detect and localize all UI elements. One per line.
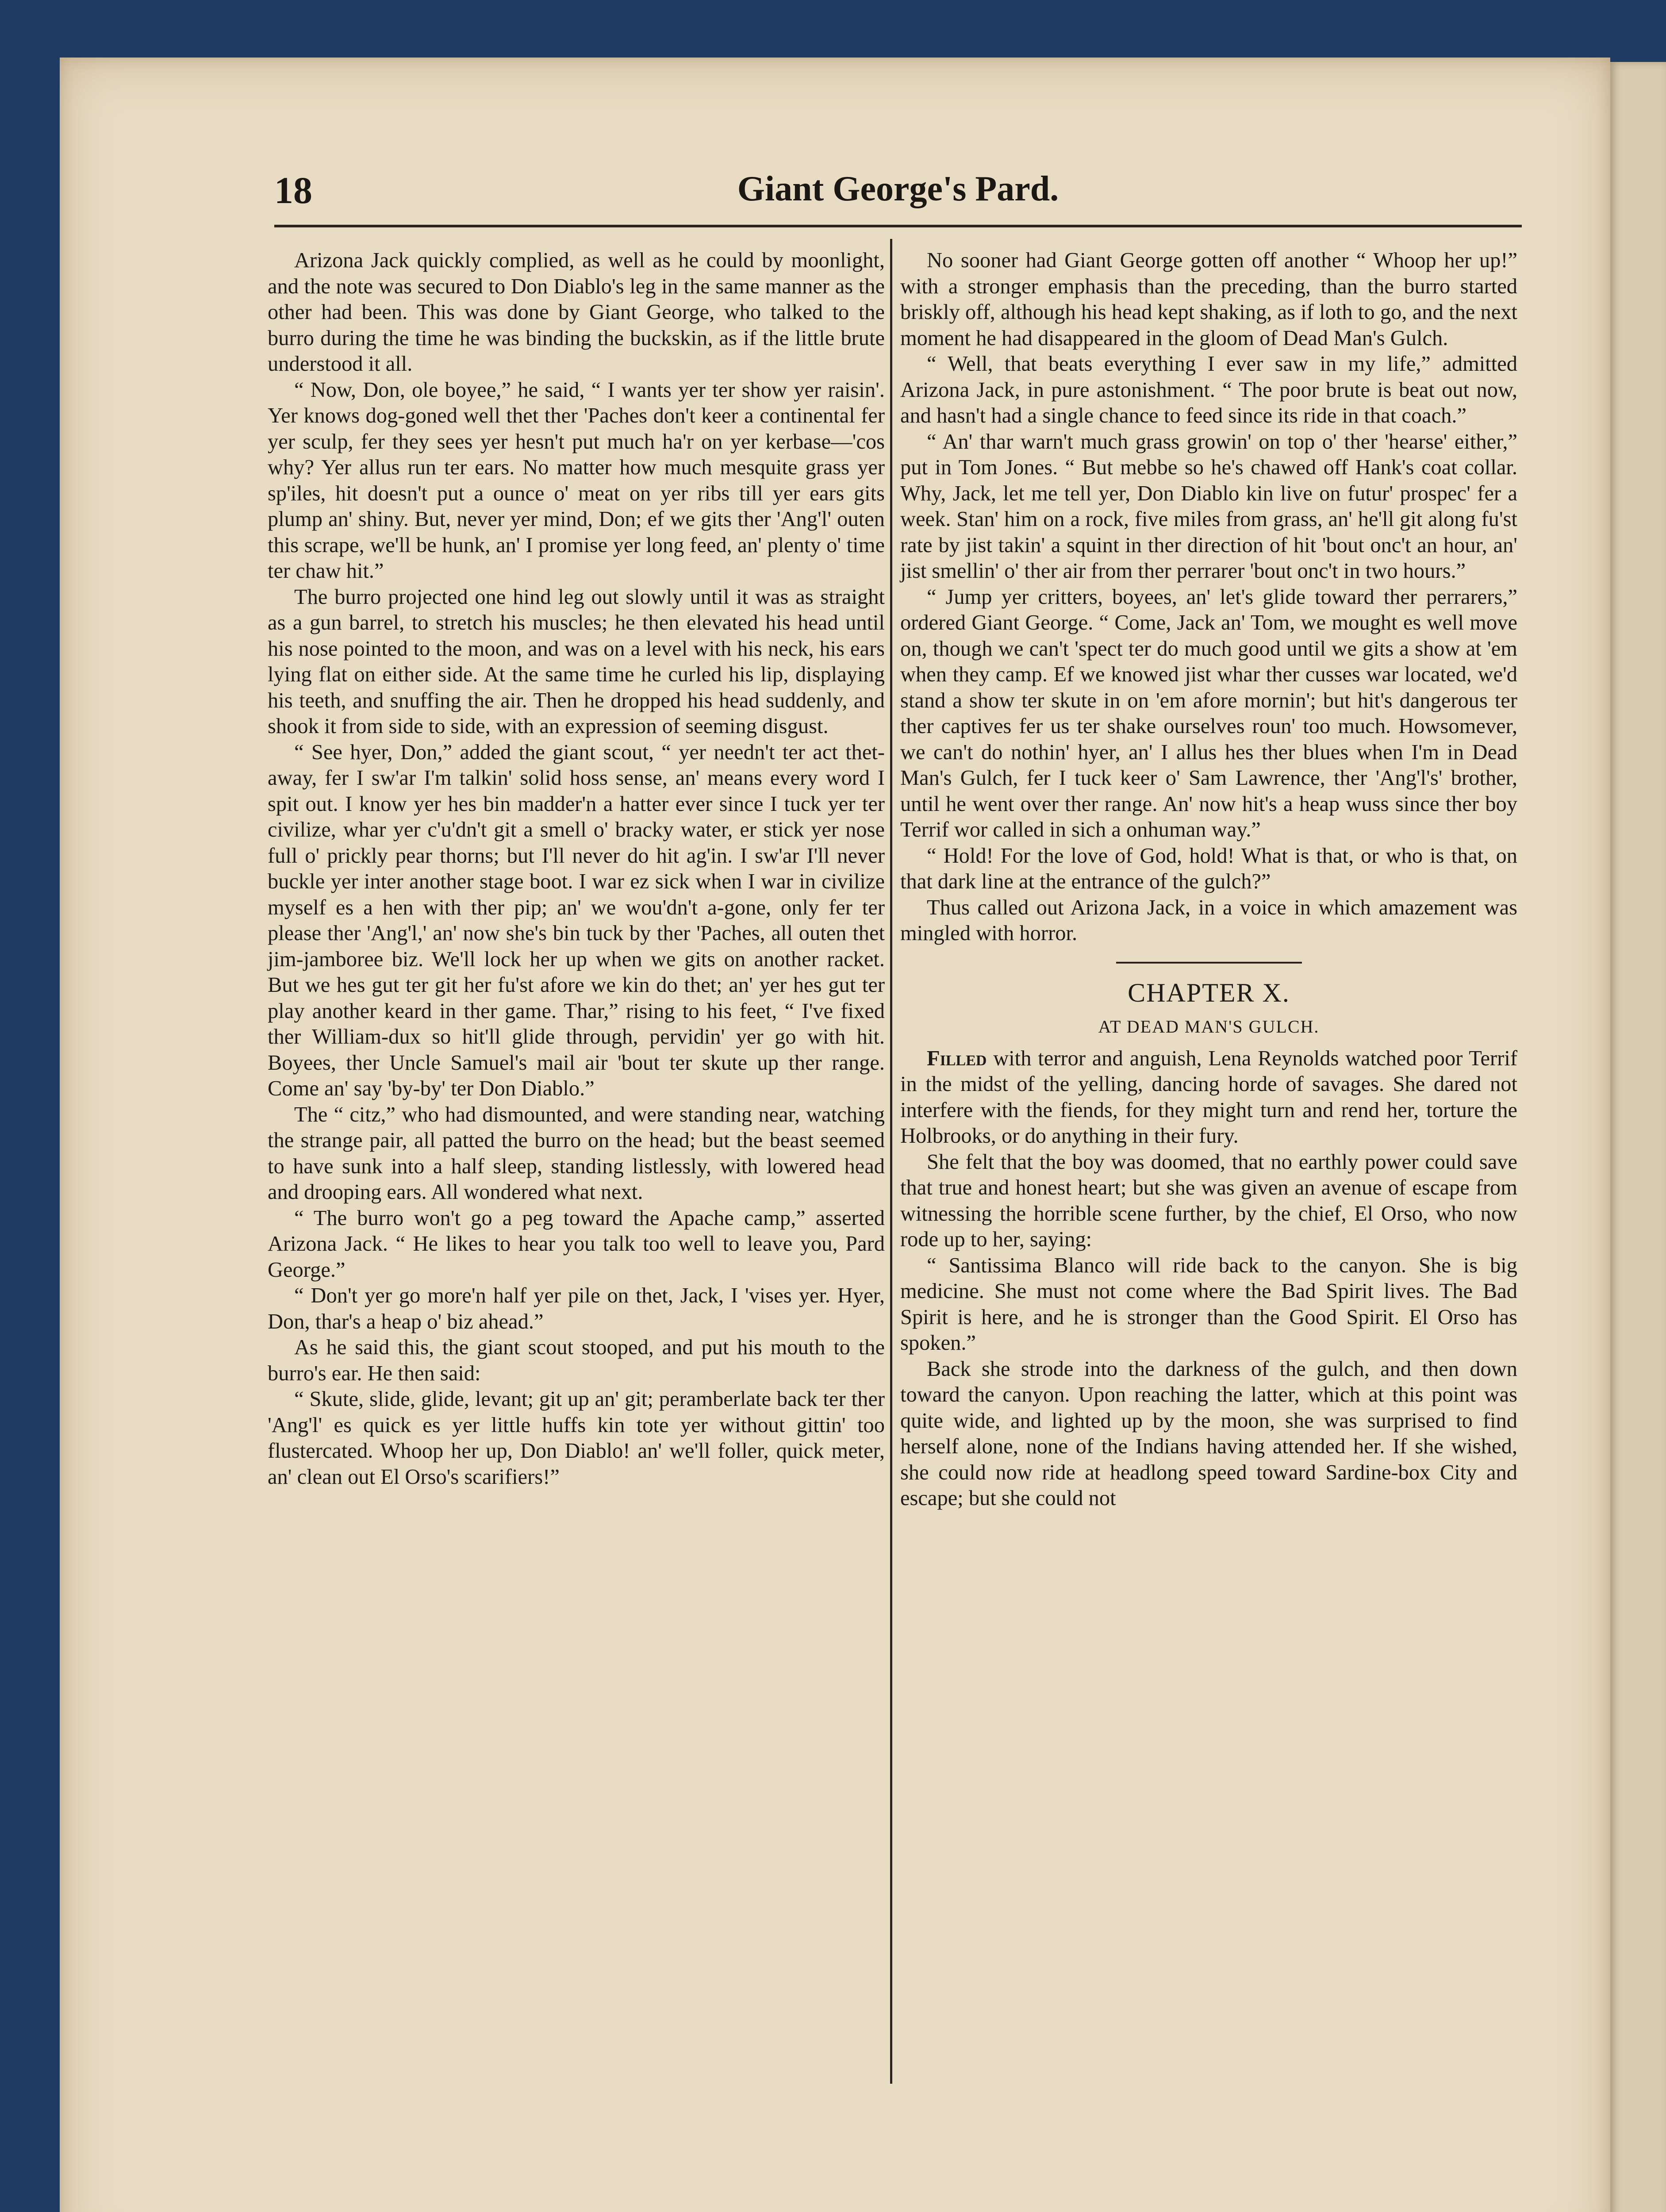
paragraph: The “ citz,” who had dismounted, and were standing near, watching the strange pair, all patted the burro on the head; but the beast seemed to have sunk into a half sleep, standing listlessly, with lowered head and drooping ears. All wondered what next. (268, 1102, 885, 1204)
paragraph: “ See hyer, Don,” added the giant scout, “ yer needn't ter act thet-away, fer I sw'ar I'm talkin' solid hoss sense, an' means every word I spit out. I know yer hes bin madder'n a hatter ever since I tuck yer ter civilize, whar yer c'u'dn't git a smell o' bracky water, er stick yer nose full o' prickly pear thorns; but I'll never do hit ag'in. I sw'ar I'll never buckle yer inter another stage boot. I war ez sick when I war in civilize myself es a hen with ther pip; an' we wou'dn't a-gone, only fer ter please ther 'Ang'l,' an' now she's bin tuck by ther 'Paches, all outen thet jim-jamboree biz. We'll lock her up when we gits on another racket. But we hes gut ter git her fu'st afore we kin do thet; an' yer hes gut ter play another keard in ther game. Thar,” rising to his feet, “ I've fixed ther William-dux so hit'll glide through, pervidin' yer go with hit. Boyees, ther Uncle Samuel's mail air 'bout ter skute up ther range. Come an' say 'by-by' ter Don Diablo.” (268, 740, 885, 1100)
paragraph: “ Well, that beats everything I ever saw in my life,” admitted Arizona Jack, in pure astonishment. “ The poor brute is beat out now, and hasn't had a single chance to feed since its ride in that coach.” (900, 352, 1517, 427)
header-rule (274, 225, 1522, 227)
column-divider (890, 239, 892, 2084)
left-column (268, 248, 885, 2110)
paragraph: “ Skute, slide, glide, levant; git up an' git; peramberlate back ter ther 'Ang'l' es quick es yer little huffs kin tote yer without gittin' too flustercated. Whoop her up, Don Diablo! an' we'll foller, quick meter, an' clean out El Orso's scarifiers!” (268, 1387, 885, 1489)
chapter-rule (1116, 962, 1302, 964)
chapter-lead-word: Filled (927, 1046, 987, 1070)
paragraph: As he said this, the giant scout stooped, and put his mouth to the burro's ear. He then said: (268, 1336, 885, 1385)
chapter-subtitle: AT DEAD MAN'S GULCH. (1098, 1016, 1320, 1037)
paragraph: “ Hold! For the love of God, hold! What is that, or who is that, on that dark line at the entrance of the gulch?” (900, 844, 1517, 893)
paragraph: “ Jump yer critters, boyees, an' let's glide toward ther perrarers,” ordered Giant George. “ Come, Jack an' Tom, we mought es well move on, though we can't 'spect ter do much good until we gits a show at 'em when they camp. Ef we knowed jist whar ther cusses war located, we'd stand a show ter skute in on 'em afore mornin'; but hit's dangerous ter ther captives fer us ter shake ourselves roun' too much. Howsomever, we can't do nothin' hyer, an' I allus hes ther blues when I'm in Dead Man's Gulch, fer I tuck keer o' Sam Lawrence, ther 'Ang'l's' brother, until he went over ther range. An' now hit's a heap wuss since ther boy Terrif wor called in sich a onhuman way.” (900, 585, 1517, 841)
paragraph: Arizona Jack quickly complied, as well as he could by moonlight, and the note was secured to Don Diablo's leg in the same manner as the other had been. This was done by Giant George, who talked to the burro during the time he was binding the buckskin, as if the little brute understood it all. (268, 249, 885, 376)
chapter-first-paragraph-text: with terror and anguish, Lena Reynolds watched poor Terrif in the midst of the yelling, dancing horde of savages. She dared not interfere with the fiends, for they might turn and rend her, torture the Holbrooks, or do anything in their fury. (900, 1046, 1517, 1148)
paragraph: “ An' thar warn't much grass growin' on top o' ther 'hearse' either,” put in Tom Jones. “ But mebbe so he's chawed off Hank's coat collar. Why, Jack, let me tell yer, Don Diablo kin live on futur' prospec' fer a week. Stan' him on a rock, five miles from grass, an' he'll git along fu'st rate by jist takin' a squint in ther direction of hit 'bout onc't an hour, an' jist smellin' o' ther air from ther perrarer 'bout onc't in two hours.” (900, 430, 1517, 583)
paragraph: “ Now, Don, ole boyee,” he said, “ I wants yer ter show yer raisin'. Yer knows dog-goned well thet ther 'Paches don't keer a continental fer yer sculp, fer they sees yer hesn't put much ha'r on yer kerbase—'cos why? Yer allus run ter ears. No matter how much mesquite grass yer sp'iles, hit doesn't put a ounce o' meat on yer ribs till yer ears gits plump an' shiny. But, never yer mind, Don; ef we gits ther 'Ang'l' outen this scrape, we'll be hunk, an' I promise yer long feed, an' plenty o' time ter chaw hit.” (268, 378, 885, 583)
paragraph: The burro projected one hind leg out slowly until it was as straight as a gun barrel, to stretch his muscles; he then elevated his head until his nose pointed to the moon, and was on a level with his neck, his ears lying flat on either side. At the same time he curled his lip, displaying his teeth, and snuffing the air. Then he dropped his head suddenly, and shook it from side to side, with an expression of seeming disgust. (268, 585, 885, 738)
right-column (900, 248, 1517, 2110)
chapter-title: CHAPTER X. (1128, 978, 1290, 1007)
paragraph: Thus called out Arizona Jack, in a voice in which amazement was mingled with horror. (900, 895, 1517, 945)
paragraph: No sooner had Giant George gotten off another “ Whoop her up!” with a stronger emphasis than the preceding, than the burro started briskly off, although his head kept shaking, as if loth to go, and the next moment he had disappeared in the gloom of Dead Man's Gulch. (900, 249, 1517, 350)
paragraph: “ Santissima Blanco will ride back to the canyon. She is big medicine. She must not come where the Bad Spirit lives. The Bad Spirit is here, and he is stronger than the Good Spirit. El Orso has spoken.” (900, 1253, 1517, 1355)
paragraph: Back she strode into the darkness of the gulch, and then down toward the canyon. Upon reaching the latter, which at this point was quite wide, and lighted up by the moon, she was surprised to find herself alone, none of the Indians having attended her. If she wished, she could now ride at headlong speed toward Sardine-box City and escape; but she could not (900, 1357, 1517, 1510)
running-title: Giant George's Pard. (737, 169, 1059, 208)
page-number: 18 (274, 169, 312, 211)
adjacent-page-edge (1610, 62, 1666, 2212)
paragraph: “ Don't yer go more'n half yer pile on thet, Jack, I 'vises yer. Hyer, Don, thar's a heap o' biz ahead.” (268, 1284, 885, 1333)
page-header (274, 159, 1522, 226)
paragraph: “ The burro won't go a peg toward the Apache camp,” asserted Arizona Jack. “ He likes to hear you talk too well to leave you, Pard George.” (268, 1206, 885, 1282)
paragraph: She felt that the boy was doomed, that no earthly power could save that true and honest heart; but she was given an avenue of escape from witnessing the horrible scene further, by the chief, El Orso, who now rode up to her, saying: (900, 1150, 1517, 1251)
chapter-first-paragraph (900, 1046, 1517, 1149)
